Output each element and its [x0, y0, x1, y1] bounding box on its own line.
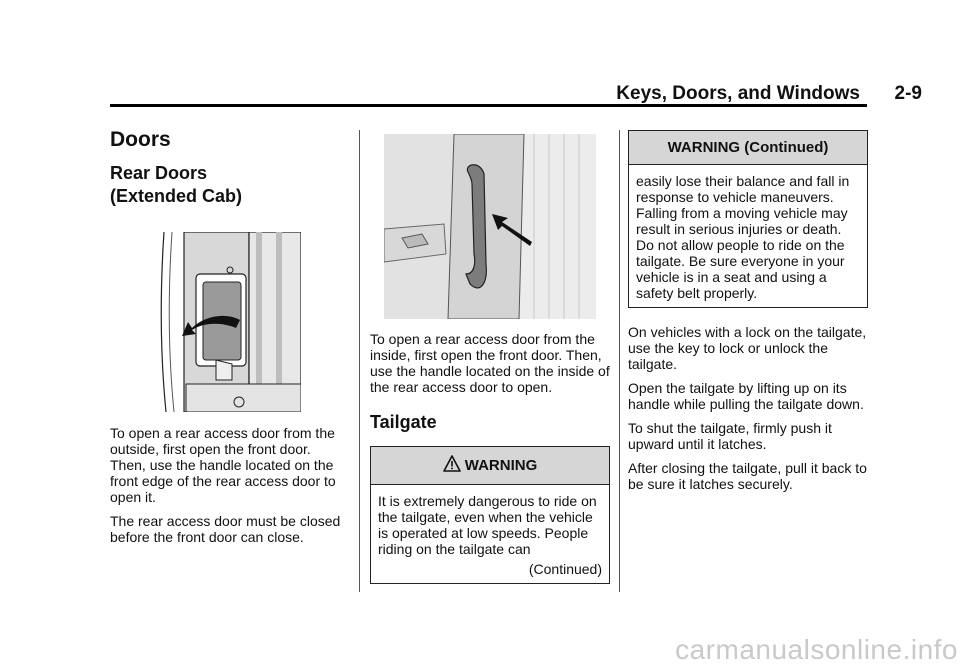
- paragraph: To shut the tailgate, firmly push it upward until it latches.: [628, 420, 832, 452]
- paragraph: Open the tailgate by lifting up on its handle while pulling the tailgate down.: [628, 380, 864, 412]
- paragraph: To open a rear access door from the inside, first open the front door. Then, use the handle located on the inside of the rear access door to open.: [370, 331, 610, 395]
- warning-header: [371, 447, 609, 485]
- paragraph: To open a rear access door from the outside, first open the front door. Then, use the handle located on the front edge of the rear access door to open it.: [110, 425, 336, 505]
- column-left: [110, 120, 350, 553]
- section-title: Keys, Doors, and Windows: [616, 83, 860, 104]
- exterior-door-handle-illustration: [156, 232, 301, 412]
- warning-box: [370, 446, 610, 584]
- warning-box-continued: [628, 130, 868, 308]
- continued-label: (Continued): [528, 561, 602, 577]
- rear-doors-heading: Rear Doors: [110, 163, 208, 183]
- doors-heading: Doors: [110, 128, 171, 151]
- column-right: [628, 130, 868, 500]
- column-middle: [370, 120, 610, 584]
- warning-text: It is extremely dangerous to ride on the tailgate, even when the vehicle is operated at low speeds. People riding on the tailgate can: [378, 493, 597, 557]
- warning-title: WARNING: [464, 457, 538, 474]
- column-divider: [619, 130, 620, 592]
- tailgate-heading: Tailgate: [370, 412, 437, 432]
- column-divider: [359, 130, 360, 592]
- page-number: 2-9: [894, 83, 922, 104]
- paragraph: On vehicles with a lock on the tailgate, use the key to lock or unlock the tailgate.: [628, 324, 867, 372]
- warning-continued-text: easily lose their balance and fall in response to vehicle maneuvers. Falling from a moving vehicle may result in serious injuries or death. Do not allow people to ride on the tailgate. Be sure everyone in your vehicle is in a seat and using a safety belt properly.: [636, 173, 850, 301]
- header-rule: [110, 104, 867, 107]
- rear-doors-subheading: (Extended Cab): [110, 186, 243, 206]
- warning-continued-header: WARNING (Continued): [629, 131, 867, 165]
- paragraph: The rear access door must be closed before the front door can close.: [110, 513, 341, 545]
- interior-door-handle-illustration: [384, 134, 596, 319]
- paragraph: After closing the tailgate, pull it back to be sure it latches securely.: [628, 460, 867, 492]
- warning-icon: [443, 455, 461, 476]
- watermark: carmanualsonline.info: [675, 634, 958, 665]
